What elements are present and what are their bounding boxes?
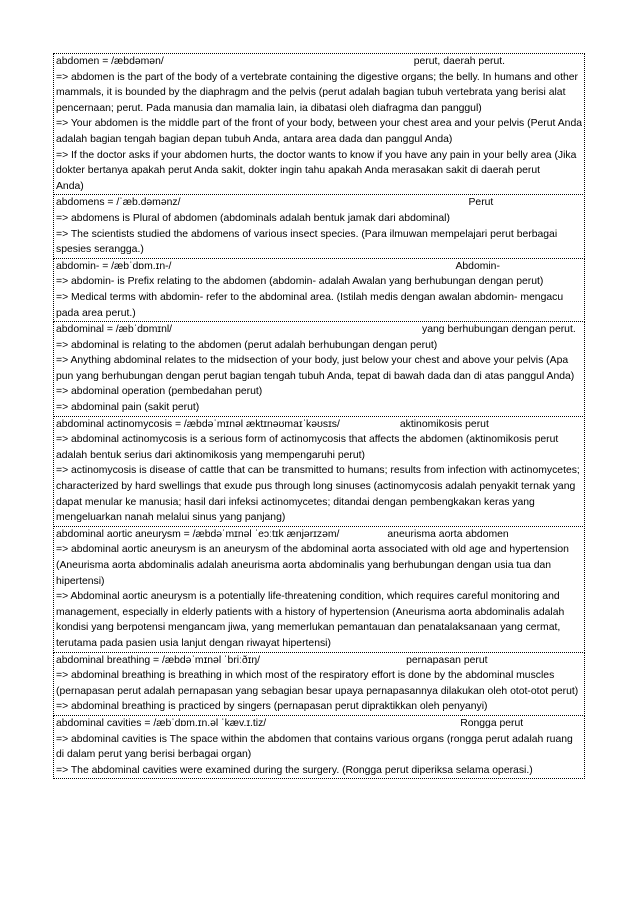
entry-line: => abdomen is the part of the body of a vertebrate containing the digestive organs; the belly. In humans and other mammals, it is bounded by the diaphragm and the pelvis (perut adalah bagian tubuh vertebrata yang berisi alat pencernaan; perut. Pada manusia dan mamalia lain, ia dibatasi oleh diafragma dan panggul) bbox=[56, 71, 578, 114]
dictionary-entry bbox=[53, 526, 585, 653]
entry-term: abdomin- = /æbˈdɒm.ɪn-/ bbox=[56, 260, 172, 272]
dictionary-page bbox=[53, 54, 585, 779]
entry-term: abdominal breathing = /æbdəˈmɪnəl ˈbriːðɪŋ/ bbox=[56, 654, 261, 666]
entry-line: => The abdominal cavities were examined during the surgery. (Rongga perut diperiksa selama operasi.) bbox=[56, 764, 533, 776]
entry-translation: perut, daerah perut. bbox=[413, 56, 506, 67]
entry-heading bbox=[56, 417, 582, 433]
entry-line: => abdominal actinomycosis is a serious form of actinomycosis that affects the abdomen (aktinomikosis perut adalah bentuk serius dari aktinomikosis yang mempengaruhi perut) bbox=[56, 434, 559, 461]
entry-line: => abdomin- is Prefix relating to the abdomen (abdomin- adalah Awalan yang berhubungan dengan perut) bbox=[56, 276, 544, 288]
entry-line: => abdominal is relating to the abdomen (perut adalah berhubungan dengan perut) bbox=[56, 339, 438, 351]
entry-translation: Abdomin- bbox=[455, 260, 500, 272]
entry-line: => abdomens is Plural of abdomen (abdominals adalah bentuk jamak dari abdominal) bbox=[56, 212, 450, 224]
entry-heading bbox=[56, 259, 582, 275]
entry-line: => actinomycosis is disease of cattle that can be transmitted to humans; results from infection with actinomycetes; characterized by hard swellings that exude pus through long sinuses (actinomycosis adalah penyakit ternak yang dapat menular ke manusia; hasil dari infeksi actinomycetes; ditandai dengan pembengkakan keras yang mengeluarkan nanah melalui sinus yang panjang) bbox=[56, 465, 580, 524]
entry-translation: pernapasan perut bbox=[406, 654, 488, 666]
entry-line: => Medical terms with abdomin- refer to the abdominal area. (Istilah medis dengan awalan abdomin- mengacu pada area perut.) bbox=[56, 291, 564, 319]
entry-line: => The scientists studied the abdomens of various insect species. (Para ilmuwan mempelajari perut berbagai spesies serangga.) bbox=[56, 228, 558, 256]
entry-line: => abdominal aortic aneurysm is an aneurysm of the abdominal aorta associated with old age and hypertension (Aneurisma aorta abdominalis adalah aneurisma aorta abdominalis yang berhubungan dengan usia tua dan hipertensi) bbox=[56, 544, 569, 587]
entry-term: abdomens = /ˈæb.dəmənz/ bbox=[56, 197, 181, 209]
entry-translation: yang berhubungan dengan perut. bbox=[422, 324, 576, 336]
entry-line: => abdominal breathing is breathing in which most of the respiratory effort is done by the abdominal muscles (pernapasan perut adalah pernapasan yang sebagian besar upaya pernapasannya dilakukan oleh otot-otot perut) bbox=[56, 670, 579, 697]
entry-line: => abdominal operation (pembedahan perut) bbox=[56, 386, 263, 398]
entry-heading bbox=[56, 653, 582, 669]
entry-term: abdomen = /æbdəmən/ bbox=[56, 56, 164, 67]
entry-translation: aktinomikosis perut bbox=[399, 418, 489, 430]
entry-line: => Anything abdominal relates to the midsection of your body, just below your chest and above your pelvis (Apa pun yang berhubungan dengan perut bagian tengah tubuh Anda, tepat di bawah dada dan di atas panggul Anda) bbox=[56, 355, 575, 382]
entry-translation: Perut bbox=[468, 197, 494, 209]
dictionary-entry bbox=[53, 416, 585, 527]
dictionary-entry bbox=[53, 53, 585, 195]
dictionary-entry bbox=[53, 194, 585, 258]
dictionary-entry bbox=[53, 321, 585, 417]
entry-translation: Rongga perut bbox=[460, 717, 524, 729]
entry-line: => abdominal cavities is The space within the abdomen that contains various organs (rongga perut adalah ruang di dalam perut yang berisi berbagai organ) bbox=[56, 733, 573, 761]
entry-heading bbox=[56, 54, 582, 70]
entry-term: abdominal cavities = /æbˈdɒm.ɪn.əl ˈkæv.ɪ.tiz/ bbox=[56, 717, 267, 729]
entry-line: => Your abdomen is the middle part of the front of your body, between your chest area and your pelvis (Perut Anda adalah bagian tengah bagian depan tubuh Anda, antara area dada dan panggul Anda) bbox=[56, 118, 583, 145]
entry-heading bbox=[56, 527, 582, 543]
dictionary-entry bbox=[53, 715, 585, 779]
entry-line: => If the doctor asks if your abdomen hurts, the doctor wants to know if you have any pain in your belly area (Jika dokter bertanya apakah perut Anda sakit, dokter ingin tahu apakah Anda merasakan sakit di daerah perut bbox=[56, 149, 577, 177]
dictionary-entry bbox=[53, 258, 585, 322]
entry-term: abdominal actinomycosis = /æbdəˈmɪnəl æktɪnəʊmaɪˈkəʊsɪs/ bbox=[56, 418, 340, 430]
entry-term: abdominal = /æbˈdɒmɪnl/ bbox=[56, 324, 173, 336]
entry-heading bbox=[56, 322, 582, 338]
entry-line: => Abdominal aortic aneurysm is a potentially life-threatening condition, which requires careful monitoring and management, especially in elderly patients with a history of hypertension (Aneurisma aorta abdominalis adalah kondisi yang berpotensi mengancam jiwa, yang memerlukan pemantauan dan penatalaksanaan yang cermat, terutama pada pasien usia lanjut dengan riwayat hipertensi) bbox=[56, 591, 565, 649]
entry-line: => abdominal pain (sakit perut) bbox=[56, 402, 200, 414]
entry-term: abdominal aortic aneurysm = /æbdəˈmɪnəl ˈeɔːtɪk ænjərɪzəm/ bbox=[56, 528, 340, 540]
entry-line: Anda) bbox=[56, 180, 84, 192]
dictionary-entry bbox=[53, 652, 585, 716]
entry-line: => abdominal breathing is practiced by singers (pernapasan perut dipraktikkan oleh penyanyi) bbox=[56, 701, 488, 713]
entry-translation: aneurisma aorta abdomen bbox=[387, 528, 509, 540]
entry-heading bbox=[56, 716, 582, 732]
entry-heading bbox=[56, 195, 582, 211]
